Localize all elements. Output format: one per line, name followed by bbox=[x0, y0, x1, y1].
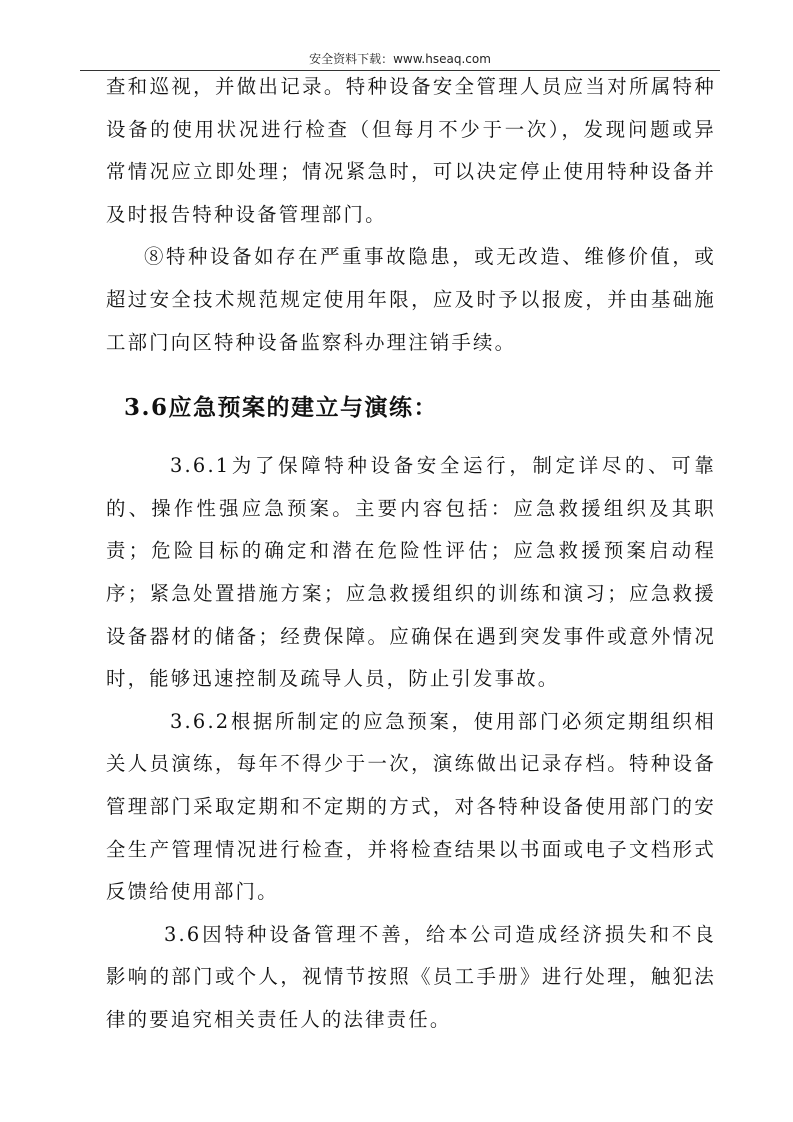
paragraph-3-6-2: 3.6.2根据所制定的应急预案，使用部门必须定期组织相关人员演练，每年不得少于一次，演练做出记录存档。特种设备管理部门采取定期和不定期的方式，对各特种设备使用部门的安全生产管理情况进行检查，并将检查结果以书面或电子文档形式反馈给使用部门。 bbox=[106, 709, 716, 904]
paragraph-3-6-liability: 3.6因特种设备管理不善，给本公司造成经济损失和不良影响的部门或个人，视情节按照《员工手册》进行处理，触犯法律的要追究相关责任人的法律责任。 bbox=[106, 922, 716, 1031]
section-heading: 3.6应急预案的建立与演练： bbox=[124, 394, 439, 422]
paragraph-3-6-1: 3.6.1为了保障特种设备安全运行，制定详尽的、可靠的、操作性强应急预案。主要内容包括：应急救援组织及其职责；危险目标的确定和潜在危险性评估；应急救援预案启动程序；紧急处置措施方案；应急救援组织的训练和演习；应急救援设备器材的储备；经费保障。应确保在遇到突发事件或意外情况时，能够迅速控制及疏导人员，防止引发事故。 bbox=[106, 454, 716, 691]
paragraph-inspection-records: 查和巡视，并做出记录。特种设备安全管理人员应当对所属特种设备的使用状况进行检查（但每月不少于一次），发现问题或异常情况应立即处理；情况紧急时，可以决定停止使用特种设备并及时报告特种设备管理部门。 bbox=[106, 75, 716, 226]
document-body bbox=[106, 66, 716, 1041]
page-header bbox=[80, 50, 720, 67]
header-site-label: 安全资料下载：www.hseaq.com bbox=[309, 52, 491, 66]
paragraph-scrapping: ⑧特种设备如存在严重事故隐患，或无改造、维修价值，或超过安全技术规范规定使用年限，应及时予以报废，并由基础施工部门向区特种设备监察科办理注销手续。 bbox=[106, 245, 716, 354]
